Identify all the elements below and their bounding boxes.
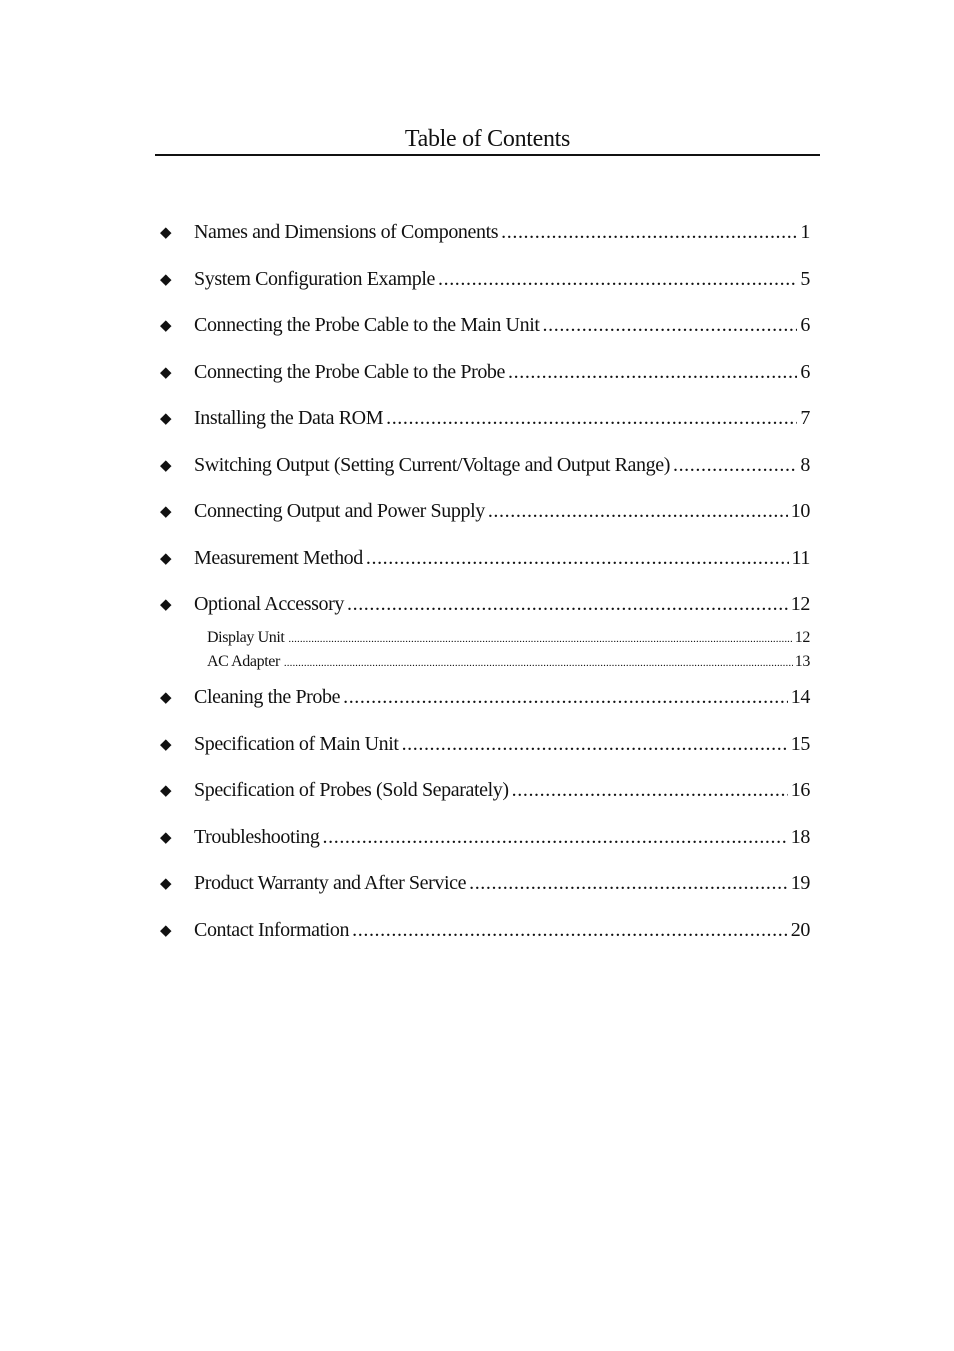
toc-entry-label: Cleaning the Probe [194, 686, 341, 708]
dot-leader [438, 265, 797, 293]
diamond-bullet-icon: ◆ [160, 783, 172, 799]
toc-entry-label: Optional Accessory [194, 593, 344, 615]
toc-entry-label: Contact Information [194, 919, 350, 941]
dot-leader [366, 544, 789, 572]
toc-entry[interactable] [160, 497, 810, 525]
toc-entry[interactable] [160, 404, 810, 432]
diamond-bullet-icon: ◆ [160, 876, 172, 892]
toc-entry-page: 6 [800, 361, 810, 383]
toc-entry[interactable] [160, 311, 810, 339]
toc-entry[interactable] [160, 451, 810, 479]
diamond-bullet-icon: ◆ [160, 318, 172, 334]
dot-leader [343, 683, 788, 711]
diamond-bullet-icon: ◆ [160, 504, 172, 520]
dot-leader [284, 653, 793, 673]
toc-entry-page: 5 [800, 268, 810, 290]
toc-entry[interactable] [160, 776, 810, 804]
diamond-bullet-icon: ◆ [160, 365, 172, 381]
toc-subentry-label: Display Unit [207, 629, 285, 646]
dot-leader [347, 590, 788, 618]
toc-entry[interactable] [160, 916, 810, 944]
toc-entry[interactable] [160, 544, 810, 572]
diamond-bullet-icon: ◆ [160, 225, 172, 241]
toc-entry[interactable] [160, 265, 810, 293]
dot-leader [543, 311, 798, 339]
dot-leader [512, 776, 788, 804]
toc-entry-label: Troubleshooting [194, 826, 320, 848]
diamond-bullet-icon: ◆ [160, 830, 172, 846]
toc-entry-page: 12 [790, 593, 810, 615]
toc-subentry[interactable] [207, 652, 810, 672]
toc-entry-page: 15 [790, 733, 810, 755]
toc-entry-page: 10 [790, 500, 810, 522]
toc-entry-page: 1 [800, 221, 810, 243]
toc-entry-label: Installing the Data ROM [194, 407, 384, 429]
dot-leader [288, 629, 792, 649]
dot-leader [402, 730, 788, 758]
toc-entry-page: 6 [800, 314, 810, 336]
diamond-bullet-icon: ◆ [160, 737, 172, 753]
toc-entry-label: Connecting Output and Power Supply [194, 500, 485, 522]
dot-leader [323, 823, 788, 851]
toc-entry-page: 14 [790, 686, 810, 708]
toc-entry-label: Connecting the Probe Cable to the Main Unit [194, 314, 540, 336]
page-title: Table of Contents [404, 126, 571, 152]
toc-entry-label: Specification of Main Unit [194, 733, 399, 755]
toc-subentry-page: 13 [794, 653, 810, 670]
toc-entry-label: System Configuration Example [194, 268, 435, 290]
toc-entry-label: Connecting the Probe Cable to the Probe [194, 361, 506, 383]
toc-entry-page: 16 [790, 779, 810, 801]
toc-subentry-page: 12 [794, 629, 810, 646]
toc-subentry-label: AC Adapter [207, 653, 280, 670]
toc-subentry[interactable] [207, 628, 810, 648]
toc-entry[interactable] [160, 869, 810, 897]
diamond-bullet-icon: ◆ [160, 551, 172, 567]
toc-entry-label: Measurement Method [194, 547, 363, 569]
toc-entry[interactable] [160, 358, 810, 386]
toc-entry[interactable] [160, 590, 810, 618]
diamond-bullet-icon: ◆ [160, 690, 172, 706]
toc-entry-label: Specification of Probes (Sold Separately) [194, 779, 509, 801]
dot-leader [352, 916, 788, 944]
diamond-bullet-icon: ◆ [160, 272, 172, 288]
dot-leader [508, 358, 797, 386]
diamond-bullet-icon: ◆ [160, 923, 172, 939]
toc-entry[interactable] [160, 730, 810, 758]
toc-entry-label: Names and Dimensions of Components [194, 221, 499, 243]
toc-entry-page: 19 [790, 872, 810, 894]
toc-entry[interactable] [160, 218, 810, 246]
dot-leader [501, 218, 797, 246]
diamond-bullet-icon: ◆ [160, 597, 172, 613]
dot-leader [386, 404, 797, 432]
toc-entry[interactable] [160, 823, 810, 851]
dot-leader [488, 497, 788, 525]
toc-entry-label: Switching Output (Setting Current/Voltage and Output Range) [194, 454, 670, 476]
dot-leader [469, 869, 788, 897]
diamond-bullet-icon: ◆ [160, 411, 172, 427]
toc-entry-label: Product Warranty and After Service [194, 872, 467, 894]
diamond-bullet-icon: ◆ [160, 458, 172, 474]
toc-entry[interactable] [160, 683, 810, 711]
dot-leader [673, 451, 797, 479]
toc-entry-page: 18 [790, 826, 810, 848]
toc-entry-page: 7 [800, 407, 810, 429]
toc-entry-page: 8 [800, 454, 810, 476]
toc-entry-page: 11 [791, 547, 810, 569]
toc-entry-page: 20 [790, 919, 810, 941]
